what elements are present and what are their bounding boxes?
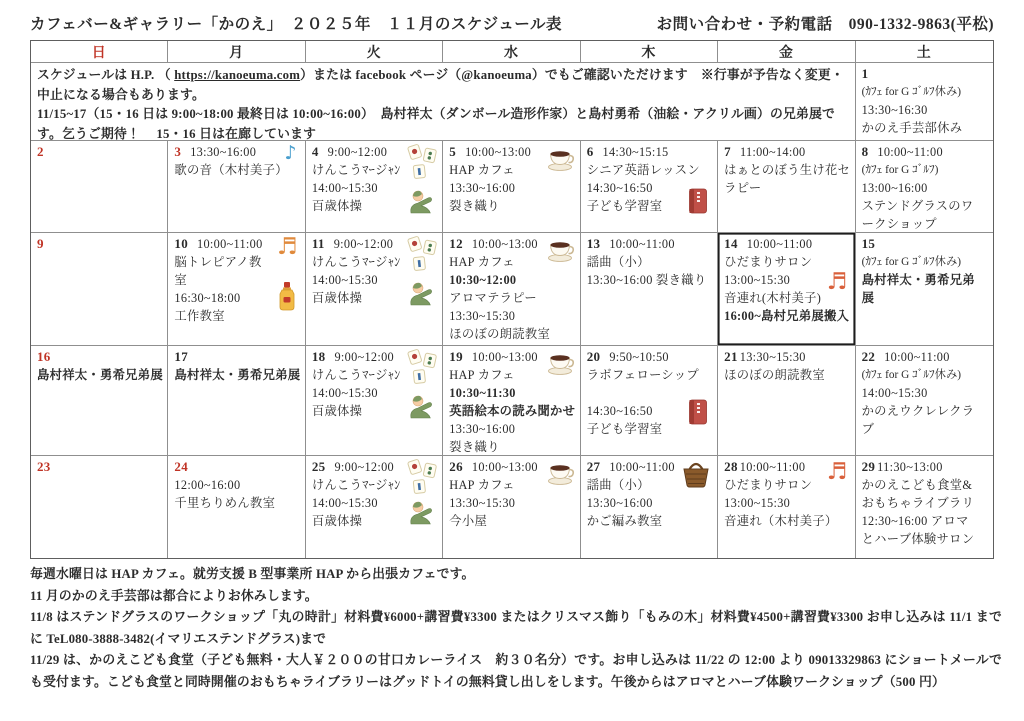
weekday-header-月: 月 — [168, 41, 305, 63]
page-title: カフェバー&ギャラリー「かのえ」 ２０２５年 １１月のスケジュール表 — [30, 16, 562, 33]
event-text: 13:30~16:30 — [861, 103, 928, 117]
event-time: 13:30~15:30 — [739, 350, 806, 364]
weekday-header-水: 水 — [443, 41, 580, 63]
exercise-icon — [408, 187, 438, 217]
event-text: 12:30~16:00 アロマ — [861, 514, 969, 528]
event-time: 10:00~11:00 — [884, 350, 950, 364]
homepage-link[interactable]: https://kanoeuma.com — [174, 68, 301, 82]
day-number: 18 — [311, 349, 326, 364]
event-text: 13:30~16:00 裂き織り — [586, 273, 707, 287]
event-text: 子ども学習室 — [586, 422, 663, 436]
event-text: 島村祥太・勇希兄弟展 — [37, 368, 163, 382]
event-text: アロマテラピー — [449, 291, 537, 305]
event-text: けんこうﾏｰジｬﾝ — [311, 163, 401, 177]
day-number: 7 — [724, 144, 731, 159]
event-text: ほのぼの朗読教室 — [449, 327, 551, 341]
event-text: 謡曲（小） — [586, 478, 650, 492]
event-time: 10:00~13:00 — [471, 237, 538, 251]
event-text: (ｶﾌｪ for G ｺﾞﾙﾌ休み) — [861, 256, 962, 268]
day-number: 9 — [37, 236, 44, 251]
event-time: 13:30~16:00 — [190, 145, 257, 159]
day-cell-27 — [581, 456, 718, 558]
event-text: かのえこども食堂& — [861, 478, 973, 492]
event-text: 謡曲（小） — [586, 255, 650, 269]
event-text: ラボフェローシップ — [586, 368, 699, 382]
weekday-header-火: 火 — [306, 41, 443, 63]
event-text: ひだまりサロン — [724, 478, 813, 492]
event-text: 百歳体操 — [311, 514, 363, 528]
event-text: 島村祥太・勇希兄弟 — [861, 273, 975, 287]
mahjong-icon — [406, 235, 440, 275]
event-text: 裂き織り — [449, 199, 500, 213]
day-cell-19 — [443, 346, 580, 456]
event-time: 9:00~12:00 — [333, 237, 394, 251]
event-text: 島村祥太・勇希兄弟展 — [174, 368, 301, 382]
event-text: おもちゃライブラリ — [861, 496, 975, 510]
day-number: 23 — [37, 459, 51, 474]
mahjong-icon — [406, 458, 440, 498]
day-cell-15 — [856, 233, 993, 346]
event-text: 10:30~11:30 — [449, 386, 516, 400]
event-text: 裂き織り — [449, 440, 500, 454]
event-text: 音連れ(木村美子) — [724, 291, 822, 305]
day-number: 8 — [861, 144, 869, 159]
music-note-beamed-icon: ♬ — [276, 234, 298, 260]
event-text: (ｶﾌｪ for G ｺﾞﾙﾌ休み) — [861, 86, 962, 98]
day-cell-28 — [718, 456, 855, 558]
exercise-icon — [408, 279, 438, 309]
day-number: 5 — [449, 144, 457, 159]
coffee-cup-icon — [546, 350, 576, 376]
event-time: 10:00~11:00 — [609, 460, 675, 474]
day-number: 22 — [861, 349, 876, 364]
event-text: 13:30~16:00 — [449, 181, 516, 195]
event-text: 14:00~15:30 — [861, 386, 928, 400]
event-time: 11:00~14:00 — [739, 145, 806, 159]
event-text: かご編み教室 — [586, 514, 663, 528]
day-number: 4 — [311, 144, 319, 159]
event-time: 10:00~11:00 — [609, 237, 675, 251]
day-number: 25 — [311, 459, 326, 474]
event-time: 10:00~13:00 — [471, 350, 538, 364]
event-time: 9:00~12:00 — [334, 460, 394, 474]
event-text: 13:30~16:00 — [449, 422, 516, 436]
day-cell-26 — [443, 456, 580, 558]
day-cell-25 — [306, 456, 443, 558]
title-bar — [30, 10, 996, 40]
day-number: 3 — [174, 144, 182, 159]
footer-note-4: 11/29 は、かのえこども食堂（子ども無料・大人￥２００の甘口カレーライス 約３０名分）です。お申し込みは 11/22 の 12:00 より 09013329863 にショートメールでも受付ます。こども食堂と同時開催のおもちゃライブラリーはグッドトイの無料貸し出しをします。午後からはアロマとハーブ体験ワークショップ（500 円） — [30, 653, 1002, 689]
event-time: 10:00~11:00 — [877, 145, 943, 159]
event-text: ークショップ — [861, 217, 937, 231]
event-time: 9:00~12:00 — [327, 145, 388, 159]
event-text: 13:30~15:30 — [449, 309, 516, 323]
event-text: 展 — [861, 291, 875, 305]
day-cell-17 — [168, 346, 305, 456]
coffee-cup-icon — [546, 146, 576, 172]
weekday-header-日: 日 — [31, 41, 168, 63]
event-text: 子ども学習室 — [586, 199, 663, 213]
event-text: 室 — [174, 273, 188, 287]
exercise-icon — [408, 392, 438, 422]
event-text: シニア英語レッスン — [586, 163, 700, 177]
event-text: 歌の音（木村美子） — [174, 163, 288, 177]
event-time: 11:30~13:00 — [877, 460, 943, 474]
event-text: かのえ手芸部休み — [861, 121, 963, 135]
day-cell-10 — [168, 233, 305, 346]
event-time: 9:00~12:00 — [334, 350, 394, 364]
event-time: 10:00~11:00 — [739, 460, 806, 474]
event-text: 14:00~15:30 — [311, 273, 378, 287]
event-text: 今小屋 — [449, 514, 488, 528]
event-time: 9:50~10:50 — [609, 350, 669, 364]
day-cell-16 — [31, 346, 168, 456]
book-icon — [687, 187, 709, 215]
music-note-beamed-icon: ♬ — [826, 269, 848, 295]
event-text: はぁとのぼう生け花セ — [724, 163, 851, 177]
event-text: ラピー — [724, 181, 762, 195]
event-text: 14:30~16:50 — [586, 404, 653, 418]
day-number: 6 — [586, 144, 594, 159]
book-icon — [687, 398, 709, 426]
event-text: 音連れ（木村美子） — [724, 514, 838, 528]
event-text: かのえウクレレクラ — [861, 404, 975, 418]
day-number: 21 — [724, 349, 738, 364]
event-text: けんこうﾏｰジｬﾝ — [311, 255, 401, 269]
event-time: 10:00~13:00 — [471, 460, 538, 474]
glue-bottle-icon — [278, 281, 296, 311]
notice-line-1: スケジュールは H.P. （ https://kanoeuma.com）または facebook ページ（@kanoeuma）でもご確認いただけます ※行事が予告なく変更・中止になる場合もあります。 — [37, 68, 844, 102]
day-number: 24 — [174, 459, 189, 474]
event-text: 13:30~16:00 — [586, 496, 653, 510]
day-cell-21 — [718, 346, 855, 456]
day-number: 19 — [449, 349, 463, 364]
event-text: けんこうﾏｰジｬﾝ — [311, 478, 401, 492]
day-number: 27 — [586, 459, 601, 474]
event-text: 14:00~15:30 — [311, 496, 378, 510]
footer-note-2: 11 月のかのえ手芸部は都合によりお休みします。 — [30, 588, 318, 603]
day-cell-20 — [581, 346, 718, 456]
event-time: 10:00~13:00 — [465, 145, 532, 159]
weekday-header-金: 金 — [718, 41, 855, 63]
day-cell-18 — [306, 346, 443, 456]
contact-info: お問い合わせ・予約電話 090-1332-9863(平松) — [656, 16, 994, 33]
event-text: 千里ちりめん教室 — [174, 496, 276, 510]
day-number: 20 — [586, 349, 601, 364]
exercise-icon — [408, 498, 438, 528]
event-text: 16:00~島村兄弟展搬入 — [724, 309, 850, 323]
day-cell-3 — [168, 141, 305, 233]
event-text: HAP カフェ — [449, 368, 515, 382]
event-text: (ｶﾌｪ for G ｺﾞﾙﾌ) — [861, 164, 939, 176]
event-text: ブ — [861, 422, 875, 436]
event-text: (ｶﾌｪ for G ｺﾞﾙﾌ休み) — [861, 369, 962, 381]
notice-line-2: 11/15~17（15・16 日は 9:00~18:00 最終日は 10:00~16:00） 島村祥太（ダンボール造形作家）と島村勇希（油絵・アクリル画）の兄弟展です。乞うご期待！ 15・16 日は在廊しています — [37, 107, 835, 141]
event-text: HAP カフェ — [449, 255, 515, 269]
event-text: 百歳体操 — [311, 199, 363, 213]
day-number: 10 — [174, 236, 189, 251]
day-number: 15 — [861, 236, 876, 251]
event-text: 工作教室 — [174, 309, 225, 323]
event-text: 英語絵本の読み聞かせ — [449, 404, 576, 418]
notice-cell — [31, 63, 856, 141]
event-text: 百歳体操 — [311, 404, 363, 418]
event-text: 12:00~16:00 — [174, 478, 241, 492]
event-time: 14:30~15:15 — [602, 145, 669, 159]
weekday-header-土: 土 — [856, 41, 993, 63]
music-note-beamed-icon: ♬ — [826, 459, 848, 485]
day-cell-12 — [443, 233, 580, 346]
day-cell-29 — [856, 456, 993, 558]
day-number: 14 — [724, 236, 738, 251]
event-text: 10:30~12:00 — [449, 273, 517, 287]
event-text: HAP カフェ — [449, 163, 515, 177]
day-cell-2 — [31, 141, 168, 233]
day-cell-6 — [581, 141, 718, 233]
day-number: 13 — [586, 236, 601, 251]
day-cell-22 — [856, 346, 993, 456]
event-text: 13:30~15:30 — [449, 496, 516, 510]
event-text: 16:30~18:00 — [174, 291, 241, 305]
event-text: HAP カフェ — [449, 478, 515, 492]
day-number: 11 — [311, 236, 325, 251]
event-text: 13:00~15:30 — [724, 496, 791, 510]
event-text: とハーブ体験サロン — [861, 532, 975, 546]
mahjong-icon — [406, 143, 440, 183]
day-number: 12 — [449, 236, 463, 251]
day-number: 2 — [37, 144, 44, 159]
day-number: 16 — [37, 349, 51, 364]
day-cell-14 — [718, 233, 855, 346]
event-time: 10:00~11:00 — [746, 237, 813, 251]
basket-icon — [680, 458, 712, 488]
coffee-cup-icon — [546, 460, 576, 486]
day-cell-13 — [581, 233, 718, 346]
music-note-single-icon: ♪ — [284, 142, 297, 164]
mahjong-icon — [406, 348, 440, 388]
event-text: 14:00~15:30 — [311, 386, 378, 400]
day-cell-9 — [31, 233, 168, 346]
day-cell-11 — [306, 233, 443, 346]
weekday-header-木: 木 — [581, 41, 718, 63]
footer-notes — [30, 564, 1002, 693]
event-text: 14:30~16:50 — [586, 181, 653, 195]
coffee-cup-icon — [546, 237, 576, 263]
event-text: 百歳体操 — [311, 291, 363, 305]
footer-note-1: 毎週水曜日は HAP カフェ。就労支援 B 型事業所 HAP から出張カフェです。 — [30, 567, 475, 581]
event-text: 脳トレピアノ教 — [174, 255, 262, 269]
event-text: 13:00~16:00 — [861, 181, 928, 195]
day-cell-24 — [168, 456, 305, 558]
event-text: ステンドグラスのワ — [861, 199, 974, 213]
day-number: 1 — [861, 66, 869, 81]
event-text: 14:00~15:30 — [311, 181, 378, 195]
day-number: 17 — [174, 349, 189, 364]
day-cell-8 — [856, 141, 993, 233]
event-text: ひだまりサロン — [724, 255, 813, 269]
day-number: 29 — [861, 459, 876, 474]
day-cell-5 — [443, 141, 580, 233]
day-cell-23 — [31, 456, 168, 558]
event-text: 13:00~15:30 — [724, 273, 791, 287]
event-time: 10:00~11:00 — [197, 237, 263, 251]
day-cell-7 — [718, 141, 855, 233]
day-number: 26 — [449, 459, 463, 474]
event-text: ほのぼの朗読教室 — [724, 368, 825, 382]
schedule-document — [30, 10, 1002, 693]
day-cell-4 — [306, 141, 443, 233]
footer-note-3: 11/8 はステンドグラスのワークショップ「丸の時計」材料費¥6000+講習費¥3300 またはクリスマス飾り「もみの木」材料費¥4500+講習費¥3300 お申し込みは 11/1 までに TeL080-3888-3482(イマリエステンドグラス)まで — [30, 610, 1002, 646]
day-cell-1 — [856, 63, 993, 141]
event-text: けんこうﾏｰジｬﾝ — [311, 368, 401, 382]
day-number: 28 — [724, 459, 738, 474]
calendar-grid — [30, 40, 994, 559]
